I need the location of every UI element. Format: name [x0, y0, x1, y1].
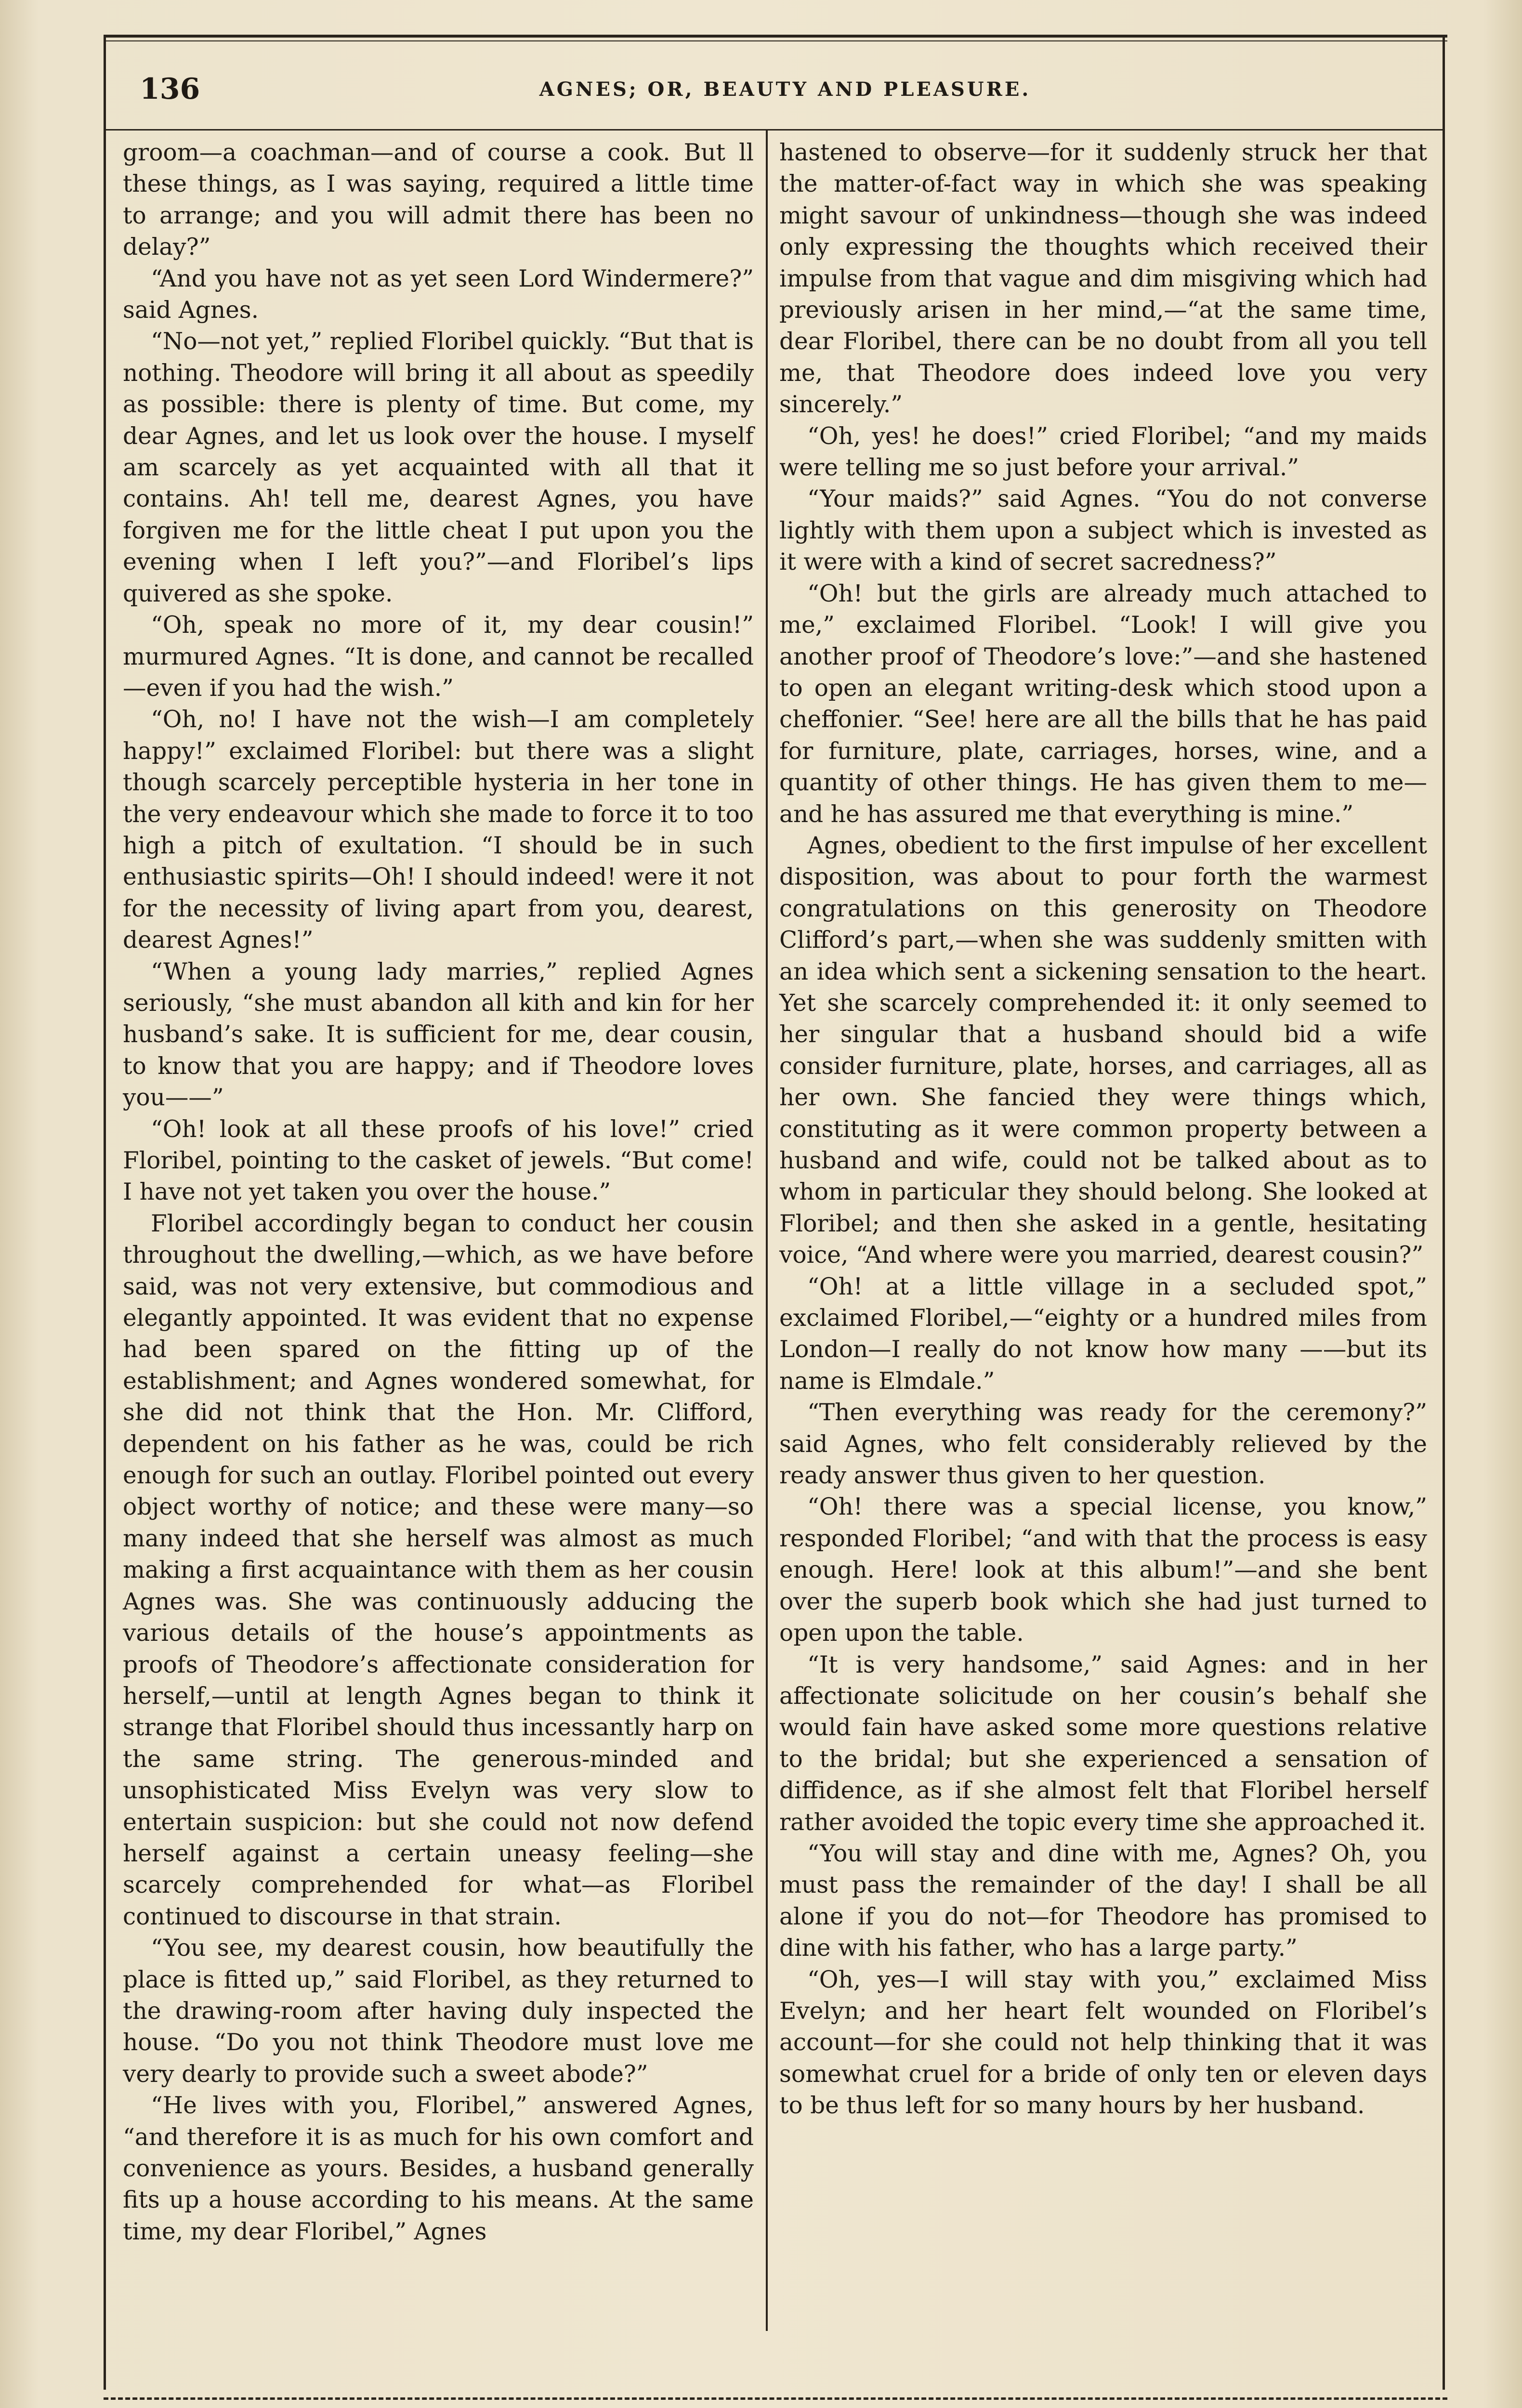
- paragraph: “Then everything was ready for the ceremony?” said Agnes, who felt considerably relieved by the ready answer thus given to her question.: [779, 1399, 1427, 1490]
- paragraph: groom—a coachman—and of course a cook. But ll these things, as I was saying, required a little time to arrange; and you will admit there has been no delay?”: [123, 139, 754, 261]
- paragraph: “No—not yet,” replied Floribel quickly. “But that is nothing. Theodore will bring it all about as speedily as possible: there is plenty of time. But come, my dear Agnes, and let us look over the house. I myself am scarcely as yet acquainted with all that it contains. Ah! tell me, dearest Agnes, you have forgiven me for the little cheat I put upon you the evening when I left you?”—and Floribel’s lips quivered as she spoke.: [123, 328, 754, 607]
- paragraph: “It is very handsome,” said Agnes: and in her affectionate solicitude on her cousin’s behalf she would fain have asked some more questions relative to the bridal; but she experienced a sensation of diffidence, as if she almost felt that Floribel herself rather avoided the topic every time she approached it.: [779, 1651, 1427, 1836]
- paragraph: “He lives with you, Floribel,” answered Agnes, “and therefore it is as much for his own comfort and convenience as yours. Besides, a husband generally fits up a house according to his means. At the same time, my dear Floribel,” Agnes: [123, 2092, 754, 2245]
- page-border-left: [104, 35, 106, 2390]
- page-border-right: [1443, 35, 1445, 2390]
- paragraph: “Oh, speak no more of it, my dear cousin!” murmured Agnes. “It is done, and cannot be recalled—even if you had the wish.”: [123, 612, 754, 702]
- header-rule: [104, 129, 1443, 131]
- page-border-bottom: [104, 2397, 1447, 2400]
- paragraph: “Your maids?” said Agnes. “You do not converse lightly with them upon a subject which is invested as it were with a kind of secret sacredness?”: [779, 485, 1427, 576]
- paragraph: “Oh! look at all these proofs of his love!” cried Floribel, pointing to the casket of jewels. “But come! I have not yet taken you over the house.”: [123, 1115, 754, 1206]
- right-column: [779, 137, 1427, 2122]
- left-column: [123, 137, 754, 2248]
- paragraph: “You will stay and dine with me, Agnes? Oh, you must pass the remainder of the day! I shall be all alone if you do not—for Theodore has promised to dine with his father, who has a large party.”: [779, 1840, 1427, 1962]
- paragraph: “Oh, yes! he does!” cried Floribel; “and my maids were telling me so just before your arrival.”: [779, 422, 1427, 482]
- paragraph: Agnes, obedient to the first impulse of her excellent disposition, was about to pour forth the warmest congratulations on this generosity on Theodore Clifford’s part,—when she was suddenly smitten with an idea which sent a sickening sensation to the heart. Yet she scarcely comprehended it: it only seemed to her singular that a husband should bid a wife consider furniture, plate, horses, and carriages, all as her own. She fancied they were things which, constituting as it were common property between a husband and wife, could not be talked about as to whom in particular they should belong. She looked at Floribel; and then she asked in a gentle, hesitating voice, “And where were you married, dearest cousin?”: [779, 832, 1427, 1269]
- paragraph: “Oh! there was a special license, you know,” responded Floribel; “and with that the process is easy enough. Here! look at this album!”—and she bent over the superb book which she had just turned to open upon the table.: [779, 1493, 1427, 1647]
- paragraph: “You see, my dearest cousin, how beautifully the place is fitted up,” said Floribel, as they returned to the drawing-room after having duly inspected the house. “Do you not think Theodore must love me very dearly to provide such a sweet abode?”: [123, 1935, 754, 2088]
- paragraph: “Oh, yes—I will stay with you,” exclaimed Miss Evelyn; and her heart felt wounded on Floribel’s account—for she could not help thinking that it was somewhat cruel for a bride of only ten or eleven days to be thus left for so many hours by her husband.: [779, 1966, 1427, 2120]
- paragraph: Floribel accordingly began to conduct her cousin throughout the dwelling,—which, as we have before said, was not very extensive, but commodious and elegantly appointed. It was evident that no expense had been spared on the fitting up of the establishment; and Agnes wondered somewhat, for she did not think that the Hon. Mr. Clifford, dependent on his father as he was, could be rich enough for such an outlay. Floribel pointed out every object worthy of notice; and these were many—so many indeed that she herself was almost as much making a first acquaintance with them as her cousin Agnes was. She was continuously adducing the various details of the house’s appointments as proofs of Theodore’s affectionate consideration for herself,—until at length Agnes began to think it strange that Floribel should thus incessantly harp on the same string. The generous-minded and unsophisticated Miss Evelyn was very slow to entertain suspicion: but she could not now defend herself against a certain uneasy feeling—she scarcely comprehended for what—as Floribel continued to discourse in that strain.: [123, 1210, 754, 1930]
- paragraph: “Oh, no! I have not the wish—I am completely happy!” exclaimed Floribel: but there was a slight though scarcely perceptible hysteria in her tone in the very endeavour which she made to force it to too high a pitch of exultation. “I should be in such enthusiastic spirits—Oh! I should indeed! were it not for the necessity of living apart from you, dearest, dearest Agnes!”: [123, 706, 754, 954]
- running-title: AGNES; OR, BEAUTY AND PLEASURE.: [539, 78, 1031, 101]
- paragraph: “Oh! at a little village in a secluded spot,” exclaimed Floribel,—“eighty or a hundred miles from London—I really do not know how many ——but its name is Elmdale.”: [779, 1273, 1427, 1395]
- page-border-top: [104, 35, 1447, 38]
- paragraph: hastened to observe—for it suddenly struck her that the matter-of-fact way in which she was speaking might savour of unkindness—though she was indeed only expressing the thoughts which received their impulse from that vague and dim misgiving which had previously arisen in her mind,—“at the same time, dear Floribel, there can be no doubt from all you tell me, that Theodore does indeed love you very sincerely.”: [779, 139, 1427, 419]
- paragraph: “Oh! but the girls are already much attached to me,” exclaimed Floribel. “Look! I will give you another proof of Theodore’s love:”—and she hastened to open an elegant writing-desk which stood upon a cheffonier. “See! here are all the bills that he has paid for furniture, plate, carriages, horses, wine, and a quantity of other things. He has given them to me—and he has assured me that everything is mine.”: [779, 580, 1427, 828]
- column-divider: [766, 130, 768, 2331]
- paragraph: “When a young lady marries,” replied Agnes seriously, “she must abandon all kith and kin for her husband’s sake. It is sufficient for me, dear cousin, to know that you are happy; and if Theodore loves you——”: [123, 958, 754, 1112]
- page-border-top-inner: [104, 40, 1447, 41]
- page-number: 136: [140, 72, 200, 106]
- paragraph: “And you have not as yet seen Lord Windermere?” said Agnes.: [123, 265, 754, 324]
